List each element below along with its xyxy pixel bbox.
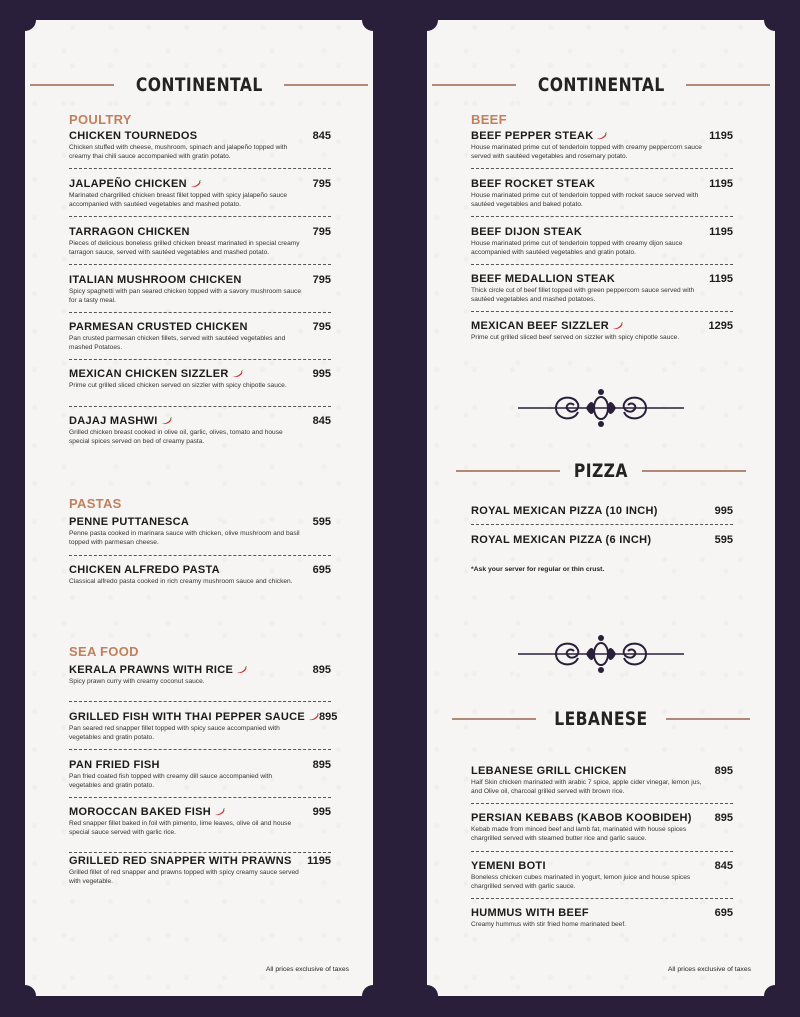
- item-name: BEEF MEDALLION STEAK: [471, 273, 616, 285]
- item-description: Prime cut grilled sliced chicken served on sizzler with spicy chipotle sauce.: [69, 382, 287, 389]
- item-description: Spicy prawn curry with creamy coconut sauce.: [69, 678, 205, 685]
- menu-item: [471, 534, 733, 546]
- item-price: 1195: [307, 855, 331, 867]
- item-price: 845: [312, 415, 331, 427]
- item-name: CHICKEN ALFREDO PASTA: [69, 564, 220, 576]
- item-name: PENNE PUTTANESCA: [69, 516, 190, 528]
- divider: [69, 359, 331, 360]
- menu-item: [69, 130, 331, 161]
- item-name: CHICKEN TOURNEDOS: [69, 130, 198, 142]
- item-description: Pieces of delicious boneless grilled chicken breast marinated in special creamy tarragon sauce, served with sautéed vegetables and mashed potato.: [69, 240, 300, 256]
- chili-pepper-icon: [190, 180, 201, 188]
- item-name: TARRAGON CHICKEN: [69, 226, 190, 238]
- divider: [69, 797, 331, 798]
- chili-pepper-icon: [612, 322, 623, 330]
- menu-item: [471, 765, 733, 796]
- section-title-text: PIZZA: [574, 460, 628, 482]
- section-title-lebanese: [427, 708, 775, 730]
- menu-page-right: [427, 20, 775, 996]
- chili-pepper-icon: [596, 132, 607, 140]
- item-description: Boneless chicken cubes marinated in yogurt, lemon juice and house spices chargrilled served with garlic sauce.: [471, 874, 691, 890]
- item-price: 795: [312, 178, 331, 190]
- chili-pepper-icon: [232, 370, 243, 378]
- menu-item: [69, 178, 331, 209]
- section-title-text: CONTINENTAL: [537, 74, 665, 96]
- item-price: 1195: [709, 226, 733, 238]
- menu-item: [69, 516, 331, 547]
- crust-note: *Ask your server for regular or thin crust.: [471, 566, 605, 573]
- item-price: 1195: [709, 273, 733, 285]
- item-name: YEMENI BOTI: [471, 860, 546, 872]
- section-title-pizza: [427, 460, 775, 482]
- divider: [471, 168, 733, 169]
- divider: [69, 312, 331, 313]
- item-price: 695: [714, 907, 733, 919]
- item-price: 895: [312, 664, 331, 676]
- item-name: BEEF DIJON STEAK: [471, 226, 583, 238]
- category-pastas: PASTAS: [69, 496, 122, 511]
- item-name: ITALIAN MUSHROOM CHICKEN: [69, 274, 242, 286]
- item-description: Pan seared red snapper fillet topped with spicy sauce accompanied with vegetables and gratin potato.: [69, 725, 280, 741]
- item-description: House marinated prime cut of tenderloin topped with creamy peppercorn sauce served with sautéed vegetables and rosemary potato.: [471, 144, 702, 160]
- item-name: MEXICAN CHICKEN SIZZLER: [69, 368, 229, 380]
- item-name: BEEF ROCKET STEAK: [471, 178, 596, 190]
- item-price: 795: [312, 274, 331, 286]
- section-title-text: CONTINENTAL: [135, 74, 263, 96]
- divider: [471, 851, 733, 852]
- item-name: JALAPEÑO CHICKEN: [69, 178, 187, 190]
- menu-item: [69, 415, 331, 446]
- item-description: Prime cut grilled sliced beef served on sizzler with spicy chipotle sauce.: [471, 334, 680, 341]
- item-description: Grilled chicken breast cooked in olive oil, garlic, olives, tomato and house special spices served on bed of creamy pasta.: [69, 429, 283, 445]
- divider: [69, 216, 331, 217]
- item-description: Grilled fillet of red snapper and prawns topped with spicy creamy sauce served with vegetable.: [69, 869, 299, 885]
- menu-item: [69, 664, 331, 687]
- divider: [471, 311, 733, 312]
- footer-note: All prices exclusive of taxes: [265, 966, 349, 973]
- section-title-continental: [25, 74, 373, 96]
- menu-item: [471, 860, 733, 891]
- item-name: LEBANESE GRILL CHICKEN: [471, 765, 627, 777]
- category-beef: BEEF: [471, 112, 507, 127]
- menu-item: [69, 368, 331, 391]
- item-name: HUMMUS WITH BEEF: [471, 907, 589, 919]
- item-name: PERSIAN KEBABS (KABOB KOOBIDEH): [471, 812, 692, 824]
- chili-pepper-icon: [214, 808, 225, 816]
- menu-item: [471, 320, 733, 343]
- category-poultry: POULTRY: [69, 112, 132, 127]
- item-description: Penne pasta cooked in marinara sauce with chicken, olive mushroom and basil topped with parmesan cheese.: [69, 530, 300, 546]
- divider: [69, 264, 331, 265]
- menu-item: [69, 759, 331, 790]
- item-price: 995: [312, 368, 331, 380]
- menu-item: [69, 274, 331, 305]
- item-description: Red snapper fillet baked in foil with pimento, lime leaves, olive oil and house special sauce served with garlic rice.: [69, 820, 292, 836]
- item-price: 795: [312, 321, 331, 333]
- chili-pepper-icon: [161, 417, 172, 425]
- item-price: 895: [319, 711, 338, 723]
- section-title-continental: [427, 74, 775, 96]
- item-name: BEEF PEPPER STEAK: [471, 130, 594, 142]
- item-price: 695: [312, 564, 331, 576]
- divider: [69, 749, 331, 750]
- menu-page-left: [25, 20, 373, 996]
- item-name: ROYAL MEXICAN PIZZA (10 INCH): [471, 505, 658, 517]
- item-name: PAN FRIED FISH: [69, 759, 160, 771]
- item-description: House marinated prime cut of tenderloin topped with rocket sauce served with sautéed vegetables and baked potato.: [471, 192, 699, 208]
- item-price: 895: [714, 765, 733, 777]
- item-name: KERALA PRAWNS WITH RICE: [69, 664, 234, 676]
- item-name: ROYAL MEXICAN PIZZA (6 INCH): [471, 534, 652, 546]
- footer-note: All prices exclusive of taxes: [667, 966, 751, 973]
- divider: [471, 264, 733, 265]
- item-description: Pan crusted parmesan chicken fillets, served with sautéed vegetables and mashed Potatoes.: [69, 335, 286, 351]
- menu-item: [471, 178, 733, 209]
- item-description: Classical alfredo pasta cooked in rich creamy mushroom sauce and chicken.: [69, 578, 293, 585]
- category-seafood: SEA FOOD: [69, 644, 139, 659]
- divider: [69, 701, 331, 702]
- item-price: 595: [714, 534, 733, 546]
- item-price: 895: [714, 812, 733, 824]
- item-description: Pan fried coated fish topped with creamy dill sauce accompanied with vegetables and gratin potato.: [69, 773, 273, 789]
- chili-pepper-icon: [308, 713, 319, 721]
- flourish-ornament-icon: [515, 386, 687, 430]
- menu-item: [471, 812, 733, 843]
- divider: [471, 524, 733, 525]
- divider: [471, 216, 733, 217]
- flourish-ornament-icon: [515, 632, 687, 676]
- menu-item: [69, 855, 331, 886]
- item-price: 1295: [708, 320, 733, 332]
- item-price: 895: [312, 759, 331, 771]
- item-price: 845: [714, 860, 733, 872]
- item-name: DAJAJ MASHWI: [69, 415, 158, 427]
- item-price: 1195: [709, 178, 733, 190]
- section-title-text: LEBANESE: [554, 708, 648, 730]
- menu-item: [471, 130, 733, 161]
- item-price: 845: [312, 130, 331, 142]
- item-price: 995: [312, 806, 331, 818]
- item-name: PARMESAN CRUSTED CHICKEN: [69, 321, 248, 333]
- divider: [471, 898, 733, 899]
- menu-item: [471, 505, 733, 517]
- item-description: Kebab made from minced beef and lamb fat, marinated with house spices chargrilled served with steamed butter rice and garlic sauce.: [471, 826, 687, 842]
- menu-item: [69, 321, 331, 352]
- menu-item: [69, 711, 338, 742]
- item-price: 995: [714, 505, 733, 517]
- item-price: 1195: [709, 130, 733, 142]
- menu-item: [69, 806, 331, 837]
- divider: [471, 803, 733, 804]
- item-description: Creamy hummus with stir fried home marinated beef.: [471, 921, 627, 928]
- item-description: House marinated prime cut of tenderloin topped with creamy dijon sauce accompanied with sautéed vegetables and gratin potato.: [471, 240, 683, 256]
- menu-item: [69, 564, 331, 587]
- item-description: Half Skin chicken marinated with arabic 7 spice, apple cider vinegar, lemon jus, and Olive oil, charcoal grilled served with brown rice.: [471, 779, 702, 795]
- item-name: MOROCCAN BAKED FISH: [69, 806, 211, 818]
- divider: [69, 406, 331, 407]
- item-price: 595: [312, 516, 331, 528]
- divider: [69, 852, 331, 853]
- item-name: GRILLED FISH WITH THAI PEPPER SAUCE: [69, 711, 306, 723]
- item-description: Thick circle cut of beef fillet topped with green peppercorn sauce served with sautéed vegetables and mashed potatoes.: [471, 287, 695, 303]
- divider: [69, 168, 331, 169]
- item-name: MEXICAN BEEF SIZZLER: [471, 320, 610, 332]
- menu-item: [471, 907, 733, 930]
- menu-item: [471, 226, 733, 257]
- item-description: Spicy spaghetti with pan seared chicken topped with a savory mushroom sauce for a tasty meal.: [69, 288, 302, 304]
- divider: [69, 555, 331, 556]
- menu-item: [69, 226, 331, 257]
- item-description: Marinated chargrilled chicken breast fillet topped with spicy jalapeño sauce accompanied with sautéed vegetables and mashed potato.: [69, 192, 288, 208]
- item-price: 795: [312, 226, 331, 238]
- item-description: Chicken stuffed with cheese, mushroom, spinach and jalapeño topped with creamy thai chili sauce accompanied with gratin potato.: [69, 144, 288, 160]
- menu-item: [471, 273, 733, 304]
- chili-pepper-icon: [236, 666, 247, 674]
- item-name: GRILLED RED SNAPPER WITH PRAWNS: [69, 855, 292, 867]
